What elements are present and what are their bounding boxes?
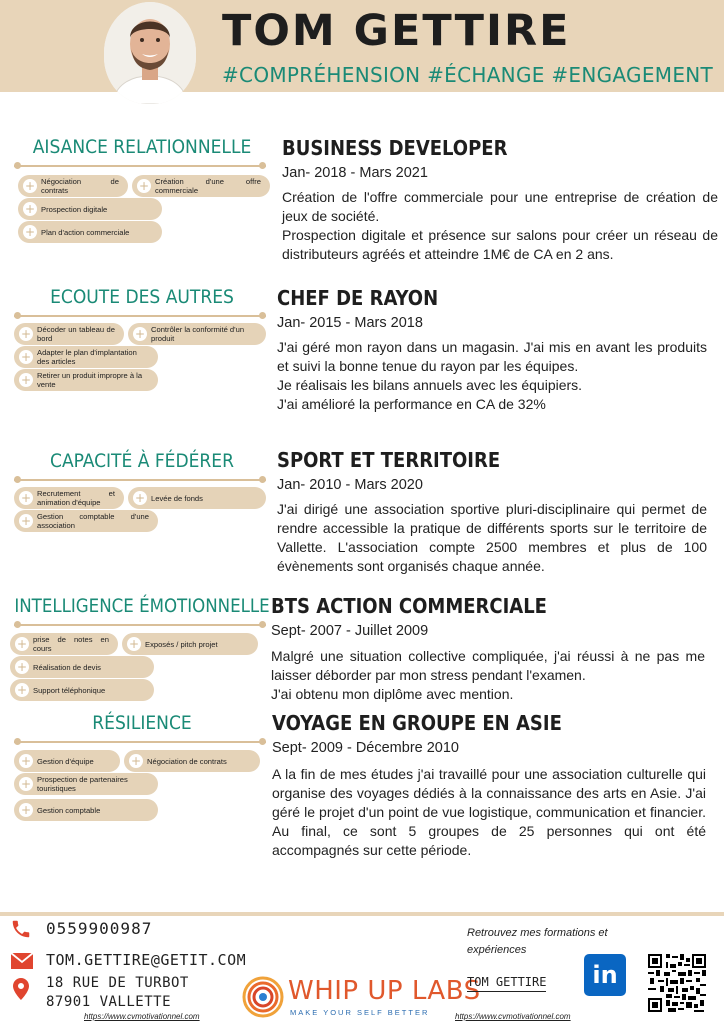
- plus-icon: +: [16, 660, 28, 674]
- experience-title: BUSINESS DEVELOPER: [282, 136, 508, 160]
- experience-title: BTS ACTION COMMERCIALE: [271, 594, 547, 618]
- plus-icon: +: [20, 777, 32, 791]
- plus-icon: +: [20, 373, 32, 387]
- skill-pill: + Adapter le plan d'implantation des articles: [14, 346, 158, 368]
- profile-name[interactable]: TOM GETTIRE: [467, 975, 546, 992]
- skill-pill: + Prospection digitale: [18, 198, 162, 220]
- email-address[interactable]: TOM.GETTIRE@GETIT.COM: [46, 951, 247, 969]
- experience-title: VOYAGE EN GROUPE EN ASIE: [272, 711, 562, 735]
- skill-title-aisance: AISANCE RELATIONNELLE: [32, 136, 252, 158]
- skill-pill: + Levée de fonds: [128, 487, 266, 509]
- avatar: [104, 2, 196, 104]
- plus-icon: +: [16, 683, 28, 697]
- retrouvez-text: Retrouvez mes formations et expériences: [467, 927, 608, 956]
- plus-icon: +: [20, 514, 32, 528]
- skill-divider: [14, 741, 266, 743]
- skill-divider: [14, 165, 266, 167]
- plus-icon: +: [138, 179, 150, 193]
- plus-icon: +: [16, 637, 28, 651]
- experience-date: Jan- 2018 - Mars 2021: [282, 165, 428, 181]
- footer-divider: [0, 912, 724, 916]
- experience-date: Sept- 2007 - Juillet 2009: [271, 623, 429, 639]
- skill-divider: [14, 315, 266, 317]
- experience-description: A la fin de mes études j'ai travaillé pour une association culturelle qui organise des voyages dédiés à la connaissance des arts en Asie. J'ai géré le projet d'un point de vue logistique, communication et financier. Au final, ce sont 5 groupes de 25 personnes qui ont été accompagnés sur cette période.: [272, 766, 706, 858]
- skill-divider: [14, 479, 266, 481]
- skill-pill: + Recrutement et animation d'équipe: [14, 487, 124, 509]
- plus-icon: +: [24, 202, 36, 216]
- website-link-right[interactable]: https://www.cvmotivationnel.com: [455, 1012, 571, 1021]
- plus-icon: +: [134, 327, 146, 341]
- plus-icon: +: [20, 327, 32, 341]
- skill-pill: + Contrôler la conformité d'un produit: [128, 323, 266, 345]
- skill-pill: + Négociation de contrats: [18, 175, 128, 197]
- skill-pill: + Réalisation de devis: [10, 656, 154, 678]
- whipup-logo-mark: [242, 976, 284, 1023]
- skill-divider: [14, 624, 266, 626]
- skill-pill: + Plan d'action commerciale: [18, 221, 162, 243]
- skill-pill: + Gestion comptable: [14, 799, 158, 821]
- experience-description: J'ai géré mon rayon dans un magasin. J'ai mis en avant les produits et suivi la bonne tenue du rayon par les équipes. Je réalisais les bilans annuels avec les équipiers. J'ai amélioré la performance en CA de 32%: [277, 339, 707, 412]
- plus-icon: +: [130, 754, 142, 768]
- plus-icon: +: [128, 637, 140, 651]
- experience-date: Sept- 2009 - Décembre 2010: [272, 740, 459, 756]
- phone-number[interactable]: 0559900987: [46, 919, 153, 938]
- logo-text: WHIP UP LABS: [288, 976, 481, 1006]
- skill-title-ecoute: ECOUTE DES AUTRES: [50, 286, 234, 308]
- plus-icon: +: [20, 803, 32, 817]
- plus-icon: +: [24, 179, 36, 193]
- linkedin-icon[interactable]: in: [584, 954, 626, 996]
- plus-icon: +: [20, 350, 32, 364]
- experience-description: Création de l'offre commerciale pour une entreprise de création de jeux de société. Prospection digitale et présence sur salons pour créer un réseau de distributeurs agréés et atteindre 1M€ de CA en 2 ans.: [282, 189, 718, 262]
- skill-pill: + Exposés / pitch projet: [122, 633, 258, 655]
- experience-description: J'ai dirigé une association sportive pluri-disciplinaire qui permet de rendre accessible la pratique de différents sports sur le territoire de Vallette. L'association compte 2500 membres et plus de 100 évènements sont organisés chaque année.: [277, 501, 707, 574]
- website-link-left[interactable]: https://www.cvmotivationnel.com: [84, 1012, 200, 1021]
- map-pin-icon: [13, 978, 29, 1004]
- address-line-1: 18 RUE DE TURBOT: [46, 975, 189, 991]
- experience-description: Malgré une situation collective compliquée, j'ai réussi à ne pas me laisser déborder par mon stress pendant l'examen. J'ai obtenu mon diplôme avec mention.: [271, 648, 705, 702]
- plus-icon: +: [20, 491, 32, 505]
- qr-code: [648, 954, 706, 1017]
- mail-icon: [10, 952, 34, 974]
- plus-icon: +: [20, 754, 32, 768]
- plus-icon: +: [24, 225, 36, 239]
- skill-pill: + Négociation de contrats: [124, 750, 260, 772]
- skill-pill: + Gestion comptable d'une association: [14, 510, 158, 532]
- experience-title: CHEF DE RAYON: [277, 286, 439, 310]
- plus-icon: +: [134, 491, 146, 505]
- tagline: #COMPRÉHENSION #ÉCHANGE #ENGAGEMENT: [222, 63, 714, 87]
- skill-pill: + prise de notes en cours: [10, 633, 118, 655]
- skill-pill: + Création d'une offre commerciale: [132, 175, 270, 197]
- skill-pill: + Prospection de partenaires touristiques: [14, 773, 158, 795]
- experience-date: Jan- 2010 - Mars 2020: [277, 477, 423, 493]
- experience-title: SPORT ET TERRITOIRE: [277, 448, 501, 472]
- skill-title-resilience: RÉSILIENCE: [92, 712, 192, 734]
- candidate-name: TOM GETTIRE: [222, 6, 571, 56]
- skill-title-federer: CAPACITÉ À FÉDÉRER: [50, 450, 234, 472]
- skill-pill: + Support téléphonique: [10, 679, 154, 701]
- skill-pill: + Retirer un produit impropre à la vente: [14, 369, 158, 391]
- skill-pill: + Décoder un tableau de bord: [14, 323, 124, 345]
- experience-date: Jan- 2015 - Mars 2018: [277, 315, 423, 331]
- skill-pill: + Gestion d'équipe: [14, 750, 120, 772]
- logo-subtitle: MAKE YOUR SELF BETTER: [290, 1008, 430, 1017]
- phone-icon: [10, 918, 32, 944]
- address-line-2: 87901 VALLETTE: [46, 994, 172, 1010]
- skill-title-intelligence: INTELLIGENCE ÉMOTIONNELLE: [14, 596, 270, 617]
